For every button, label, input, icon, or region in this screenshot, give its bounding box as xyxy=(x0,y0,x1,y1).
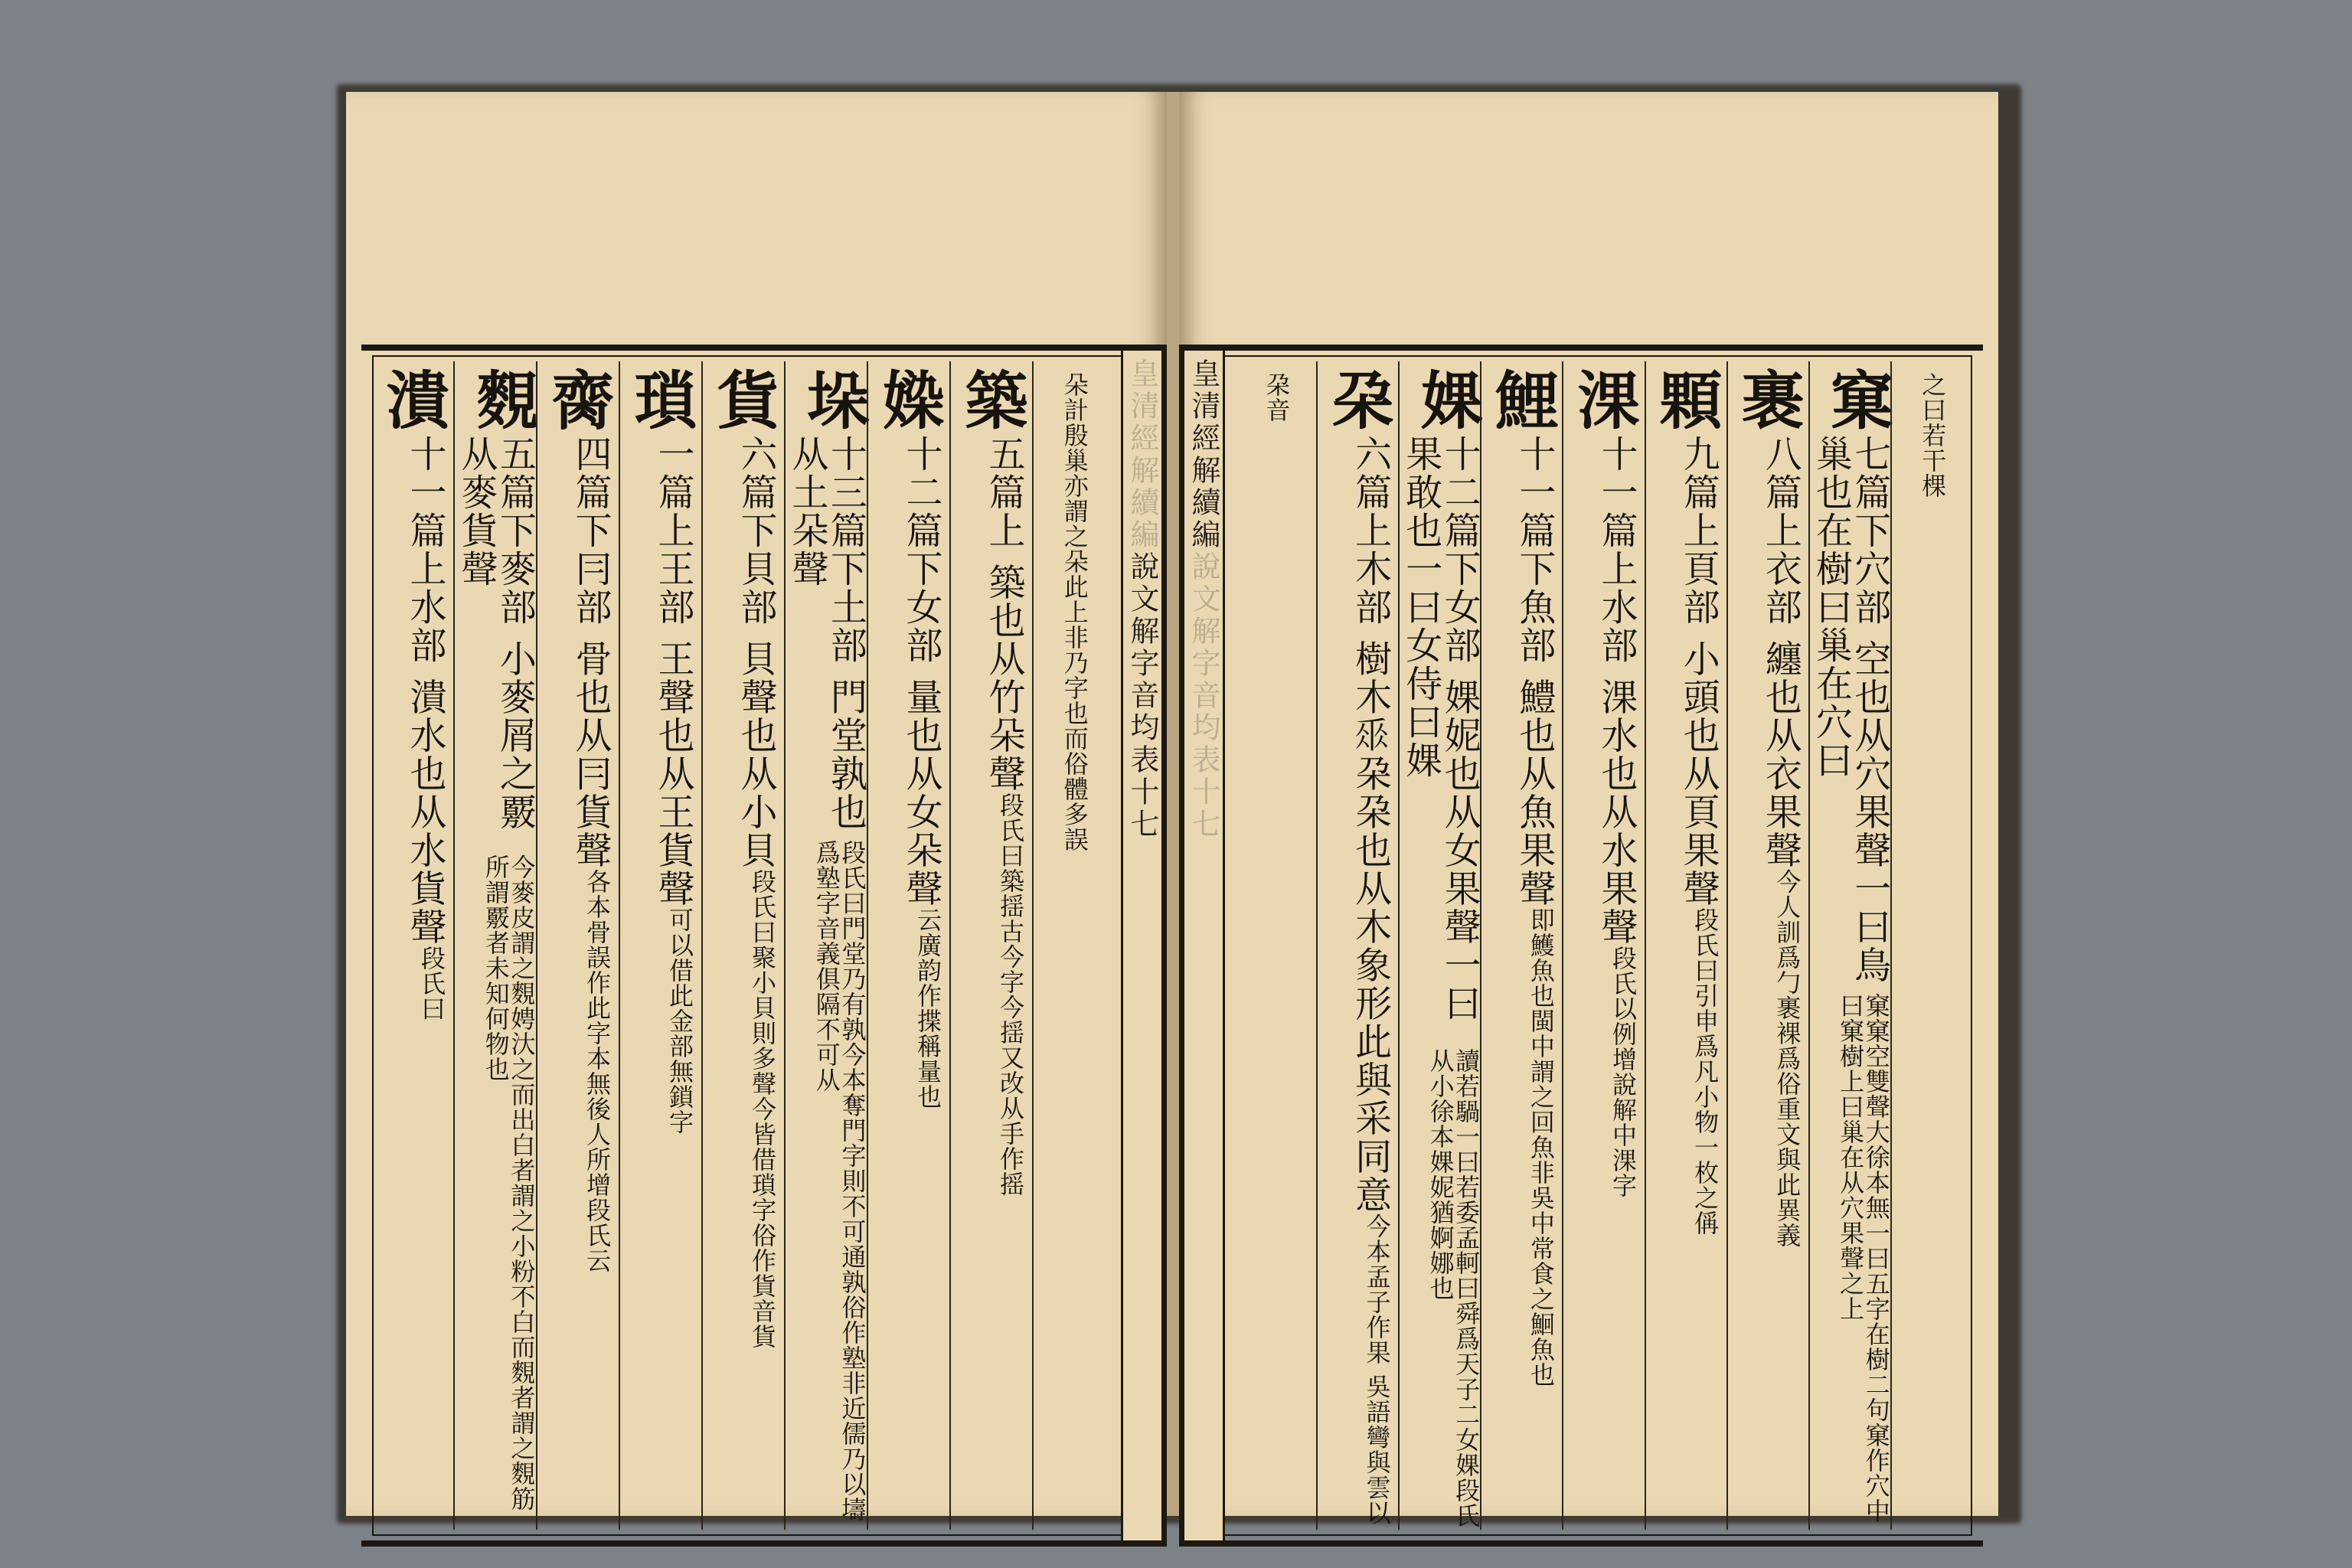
commentary-note: 之曰若干棵 xyxy=(1918,372,1948,498)
entry-text: 六篇下貝部 貝聲也从小貝 xyxy=(734,435,777,870)
commentary-note: 今人訓爲勹裹裸爲俗重文與此異義 xyxy=(1772,869,1802,1249)
entry-text: 一篇上王部 王聲也从王貨聲 xyxy=(652,435,694,908)
column-content xyxy=(1321,368,1395,1530)
commentary-note: 段氏曰築揺古今字今揺又改从手作摇 xyxy=(996,792,1025,1197)
headword: 媣 xyxy=(872,368,946,430)
column-content xyxy=(707,368,780,1530)
right-page-frame xyxy=(1179,345,1983,1547)
right-margin-section: 說文解字音均表十七 xyxy=(1187,551,1220,841)
text-column xyxy=(1645,361,1726,1530)
headword: 築 xyxy=(955,368,1028,430)
text-column xyxy=(1398,361,1485,1530)
column-content xyxy=(455,368,540,1530)
column-content xyxy=(376,368,449,1530)
commentary-note: 朶音 xyxy=(1262,372,1292,423)
column-content xyxy=(1809,368,1894,1530)
headword: 麲 xyxy=(466,368,540,430)
entry-text: 八篇上衣部 纏也从衣果聲 xyxy=(1759,435,1802,870)
book-gutter xyxy=(1165,92,1181,1516)
column-content xyxy=(1649,368,1723,1530)
text-column xyxy=(1480,361,1562,1530)
text-column xyxy=(949,361,1032,1530)
entry-text: 十三篇下土部 門堂孰也从土朵聲 xyxy=(786,435,867,831)
commentary-note: 云廣韵作揲稱量也 xyxy=(913,907,942,1110)
column-content xyxy=(1567,368,1641,1530)
headword: 顆 xyxy=(1649,368,1723,430)
entry-text: 十一篇上水部 潰水也从水貨聲 xyxy=(403,435,446,946)
column-content xyxy=(1731,368,1805,1530)
text-column xyxy=(1562,361,1644,1530)
text-column xyxy=(536,361,619,1530)
headword: 垛 xyxy=(796,368,871,430)
column-content xyxy=(872,368,946,1530)
column-content xyxy=(1399,368,1485,1530)
text-column xyxy=(1032,361,1115,1530)
commentary-note: 可以借此金部無鎖字 xyxy=(665,907,694,1135)
column-content xyxy=(955,368,1028,1530)
text-column xyxy=(1316,361,1398,1530)
left-page xyxy=(346,92,1167,1523)
left-margin-title: 皇清經解續編 xyxy=(1125,358,1159,551)
column-content xyxy=(1918,368,1948,1530)
right-page xyxy=(1179,92,1998,1528)
commentary-note: 段氏曰聚小貝則多聲今皆借瑣字俗作貨音貨 xyxy=(748,869,777,1350)
headword: 貨 xyxy=(707,368,780,430)
commentary-note: 段氏曰 xyxy=(417,946,446,1022)
text-column xyxy=(619,361,701,1530)
entry-text: 七篇下穴部 空也从穴果聲一曰鳥巢也在樹曰巢在穴曰 xyxy=(1809,435,1891,985)
commentary-note: 即鱯魚也閩中謂之回魚非吳中常食之鮰魚也 xyxy=(1526,907,1556,1388)
commentary-note: 段氏曰門堂乃有孰今本奪門字則不可通孰俗作塾非近儒乃以壔爲塾字音義俱隔不可从 xyxy=(812,840,867,1523)
right-page-columns xyxy=(1236,361,1972,1530)
commentary-note: 讀若騧一曰若委孟軻曰舜爲天子二女婐段氏从小徐本婐妮猶婀娜也 xyxy=(1426,1047,1481,1528)
text-column xyxy=(1808,361,1894,1530)
text-column xyxy=(1726,361,1808,1530)
text-column xyxy=(372,361,453,1530)
entry-text: 十二篇下女部 量也从女朵聲 xyxy=(900,435,942,908)
column-content xyxy=(1061,368,1087,1530)
commentary-note: 今本孟子作果 吳語彎與雲以 xyxy=(1362,1214,1392,1526)
left-page-margin-strip xyxy=(1121,351,1164,1540)
headword: 淉 xyxy=(1567,368,1641,430)
commentary-note: 各本骨誤作此字本無後人所增段氏云 xyxy=(583,869,612,1274)
headword: 潰 xyxy=(376,368,449,430)
left-page-columns xyxy=(372,361,1115,1530)
text-column xyxy=(1236,361,1316,1530)
column-content xyxy=(1262,368,1292,1530)
entry-text: 五篇上 築也从竹朵聲 xyxy=(982,435,1025,793)
headword: 裹 xyxy=(1731,368,1805,430)
headword: 婐 xyxy=(1410,368,1485,430)
entry-text: 十一篇上水部 淉水也从水果聲 xyxy=(1595,435,1638,946)
text-column xyxy=(453,361,540,1530)
column-content xyxy=(624,368,697,1530)
entry-text: 十二篇下女部 婐妮也从女果聲一曰果敢也一曰女侍曰婐 xyxy=(1399,435,1481,1023)
entry-text: 六篇上木部 樹木𠂹朶朶也从木象形此與采同意 xyxy=(1348,435,1392,1214)
text-column xyxy=(1890,361,1972,1530)
text-column xyxy=(784,361,871,1530)
headword: 鯉 xyxy=(1485,368,1559,430)
entry-text: 十一篇下魚部 鱧也从魚果聲 xyxy=(1512,435,1556,908)
text-column xyxy=(867,361,949,1530)
entry-text: 九篇上頁部 小頭也从頁果聲 xyxy=(1677,435,1720,908)
column-content xyxy=(1485,368,1559,1530)
commentary-note: 段氏以例增說解中淉字 xyxy=(1609,946,1638,1199)
commentary-note: 今麥皮謂之麲娉汏之而出白者謂之小粉不白而麲者謂之麲筋所謂覈者未知何物也 xyxy=(481,854,537,1511)
headword: 窠 xyxy=(1820,368,1894,430)
commentary-note: 朵計殷巢亦謂之朵此上非乃字也而俗體多誤 xyxy=(1060,372,1089,852)
right-page-margin-strip xyxy=(1182,351,1225,1540)
entry-text: 五篇下麥部 小麥屑之覈从麥貨聲 xyxy=(455,435,537,831)
left-margin-section: 說文解字音均表十七 xyxy=(1125,551,1159,841)
left-page-frame xyxy=(361,345,1167,1547)
column-content xyxy=(786,368,871,1530)
column-content xyxy=(541,368,615,1530)
headword: 䐡 xyxy=(541,368,615,430)
headword: 瑣 xyxy=(624,368,697,430)
commentary-note: 窠窠空雙聲大徐本無一曰五字在樹二句窠作穴中曰窠樹上曰巢在从穴果聲之上 xyxy=(1836,993,1891,1524)
headword: 朶 xyxy=(1321,368,1395,430)
commentary-note: 段氏曰引申爲凡小物一枚之偁 xyxy=(1690,907,1720,1236)
entry-text: 四篇下冃部 骨也从冃貨聲 xyxy=(569,435,612,870)
text-column xyxy=(701,361,784,1530)
right-margin-title: 皇清經解續編 xyxy=(1187,358,1220,551)
